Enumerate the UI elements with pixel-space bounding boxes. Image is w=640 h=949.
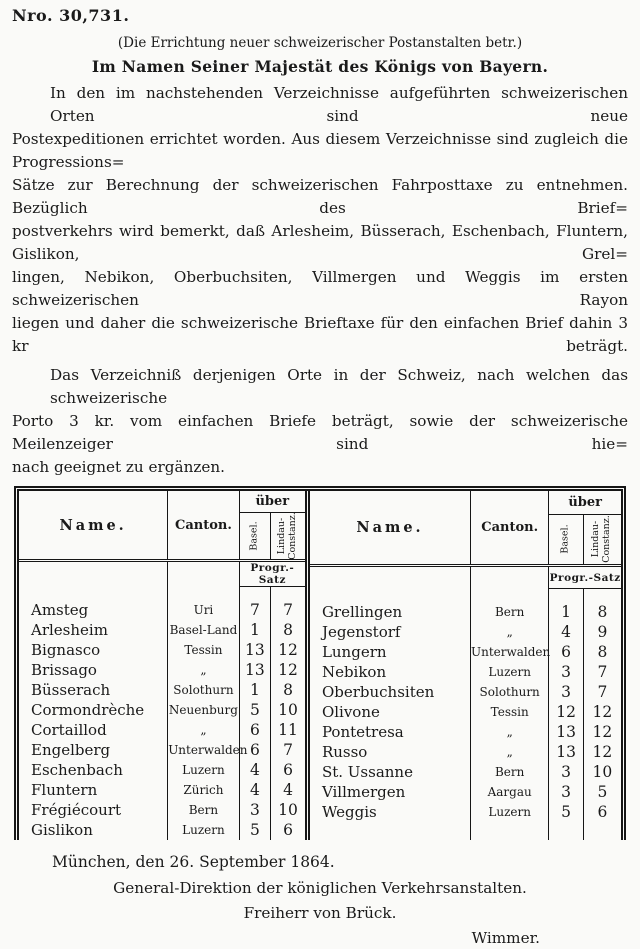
- cell-name: Cormondrèche: [19, 700, 168, 720]
- paragraph-1: [12, 82, 628, 358]
- col-header-lindau-constanz: [583, 514, 621, 566]
- empty-cell: [470, 566, 548, 589]
- cell-lindau: 8: [597, 642, 608, 661]
- table-row: [19, 660, 305, 680]
- cell-basel: 6: [549, 642, 583, 662]
- cell-name: Gislikon: [19, 820, 168, 840]
- col-header-basel: [549, 514, 583, 566]
- table-row: [19, 700, 305, 720]
- cell-canton: Bern: [168, 800, 239, 820]
- cell-basel: 13: [549, 742, 583, 762]
- cell-lindau: 11: [278, 721, 298, 739]
- cell-basel: 13: [549, 722, 583, 742]
- rotated-label-basel: Basel.: [248, 521, 260, 551]
- cell-basel: 13: [239, 640, 270, 660]
- cell-name: Büsserach: [19, 680, 168, 700]
- cell-name: Nebikon: [307, 662, 470, 682]
- cell-name: Brissago: [19, 660, 168, 680]
- cell-basel: 6: [239, 720, 270, 740]
- cell-lindau: 12: [278, 641, 298, 659]
- cell-name: Eschenbach: [19, 760, 168, 780]
- cell-lindau: 6: [597, 802, 608, 821]
- cell-lindau: 12: [278, 661, 298, 679]
- cell-name: Villmergen: [307, 782, 470, 802]
- paragraph-line: liegen und daher die schweizerische Brieftaxe für den einfachen Brief dahin 3 kr beträgt.: [12, 314, 628, 355]
- cell-lindau: 5: [597, 782, 608, 801]
- table-row: [19, 800, 305, 820]
- cell-lindau: 8: [597, 602, 608, 621]
- cell-basel: 3: [549, 662, 583, 682]
- cell-name: St. Ussanne: [307, 762, 470, 782]
- cell-empty: [549, 822, 583, 840]
- col-header-name: Name.: [19, 491, 168, 561]
- rotated-label-basel: Basel.: [559, 524, 571, 555]
- postal-table-left: [19, 491, 305, 840]
- cell-name: Engelberg: [19, 740, 168, 760]
- paragraph-line: In den im nachstehenden Verzeichnisse aufgeführten schweizerischen Orten sind neue: [50, 84, 628, 125]
- table-row: [19, 620, 305, 640]
- empty-cell: [168, 561, 239, 587]
- cell-canton: „: [470, 722, 548, 742]
- cell-canton: „: [168, 720, 239, 740]
- cell-canton: Tessin: [470, 702, 548, 722]
- cell-name: Cortaillod: [19, 720, 168, 740]
- cell-canton: Aargau: [470, 782, 548, 802]
- paragraph-line: Das Verzeichniß derjenigen Orte in der Schweiz, nach welchen das schweizerische: [50, 366, 628, 407]
- cell-name: Frégiécourt: [19, 800, 168, 820]
- cell-basel: 4: [549, 622, 583, 642]
- cell-canton: Tessin: [168, 640, 239, 660]
- cell-basel: 12: [549, 702, 583, 722]
- cell-lindau: 12: [592, 722, 613, 741]
- paragraph-line: Porto 3 kr. vom einfachen Briefe beträgt, sowie der schweizerische Meilenzeiger sind hie=: [12, 412, 628, 453]
- cell-lindau: 9: [597, 622, 608, 641]
- postal-table-right: [305, 491, 621, 840]
- cell-lindau: 4: [283, 781, 293, 799]
- cell-basel: 5: [549, 802, 583, 822]
- cell-name: Russo: [307, 742, 470, 762]
- cell-canton: Solothurn: [470, 682, 548, 702]
- cell-canton: Luzern: [168, 760, 239, 780]
- cell-name: Arlesheim: [19, 620, 168, 640]
- table-row: [307, 588, 621, 622]
- table-row: [307, 722, 621, 742]
- progr-satz-label: Progr.-Satz: [239, 561, 305, 587]
- rotated-label-lindau-constanz: [591, 516, 613, 564]
- cell-canton: Bern: [470, 762, 548, 782]
- cell-empty: [470, 822, 548, 840]
- cell-basel: 1: [239, 680, 270, 700]
- cell-lindau: 7: [597, 682, 608, 701]
- cell-canton: Solothurn: [168, 680, 239, 700]
- paragraph-line: lingen, Nebikon, Oberbuchsiten, Villmergen und Weggis im ersten schweizerischen Rayon: [12, 268, 628, 309]
- cell-name: Pontetresa: [307, 722, 470, 742]
- cell-basel: 3: [549, 682, 583, 702]
- signature-name: Freiherr von Brück.: [243, 904, 397, 922]
- countersignature-name: Wimmer.: [471, 929, 540, 947]
- table-row: [307, 742, 621, 762]
- col-header-basel: [239, 513, 270, 561]
- cell-name: Grellingen: [307, 588, 470, 622]
- cell-lindau: 12: [592, 742, 613, 761]
- paragraph-line: nach geeignet zu ergänzen.: [12, 458, 225, 476]
- cell-lindau: 12: [592, 702, 613, 721]
- cell-name: Lungern: [307, 642, 470, 662]
- progr-satz-label: Progr.-Satz: [549, 566, 621, 589]
- cell-basel: 3: [239, 800, 270, 820]
- paragraph-line: postverkehrs wird bemerkt, daß Arlesheim, Büsserach, Eschenbach, Fluntern, Gislikon, Grel=: [12, 222, 628, 263]
- empty-cell: [307, 566, 470, 589]
- cell-name: Bignasco: [19, 640, 168, 660]
- cell-basel: 1: [239, 620, 270, 640]
- document-number: Nro. 30,731.: [12, 6, 130, 25]
- label-line: Constanz.: [601, 515, 613, 564]
- paragraph-line: Postexpeditionen errichtet worden. Aus diesem Verzeichnisse sind zugleich die Progressions=: [12, 130, 628, 171]
- table-row: [19, 680, 305, 700]
- cell-lindau: 7: [283, 601, 293, 619]
- cell-canton: Luzern: [470, 802, 548, 822]
- table-row: [19, 740, 305, 760]
- cell-canton: „: [470, 742, 548, 762]
- table-row: [19, 780, 305, 800]
- cell-lindau: 6: [283, 821, 293, 839]
- cell-canton: „: [168, 660, 239, 680]
- table-header-right: [307, 491, 621, 588]
- cell-basel: 4: [239, 780, 270, 800]
- cell-basel: 5: [239, 700, 270, 720]
- cell-basel: 5: [239, 820, 270, 840]
- cell-basel: 3: [549, 762, 583, 782]
- cell-lindau: 7: [283, 741, 293, 759]
- cell-canton: Bern: [470, 588, 548, 622]
- table-row: [19, 820, 305, 840]
- table-row: [307, 622, 621, 642]
- cell-lindau: 10: [278, 801, 298, 819]
- postal-stations-table: [14, 486, 626, 840]
- cell-lindau: 7: [597, 662, 608, 681]
- dateline: München, den 26. September 1864.: [52, 853, 335, 871]
- table-row: [307, 702, 621, 722]
- cell-empty: [583, 822, 621, 840]
- cell-name: Amsteg: [19, 587, 168, 621]
- cell-canton: Zürich: [168, 780, 239, 800]
- cell-canton: Luzern: [470, 662, 548, 682]
- table-row: [307, 782, 621, 802]
- cell-basel: 7: [239, 587, 270, 621]
- cell-lindau: 6: [283, 761, 293, 779]
- rotated-label-lindau-constanz: [277, 512, 299, 560]
- table-row: [307, 662, 621, 682]
- table-row: [19, 760, 305, 780]
- cell-canton: Uri: [168, 587, 239, 621]
- cell-lindau: 10: [278, 701, 298, 719]
- subject-line: (Die Errichtung neuer schweizerischer Postanstalten betr.): [117, 35, 523, 51]
- cell-lindau: 10: [592, 762, 613, 781]
- cell-lindau: 8: [283, 621, 293, 639]
- issuing-authority: General-Direktion der königlichen Verkehrsanstalten.: [113, 879, 527, 897]
- cell-basel: 4: [239, 760, 270, 780]
- table-row: [307, 682, 621, 702]
- col-header-name: Name.: [307, 491, 470, 566]
- cell-name: Fluntern: [19, 780, 168, 800]
- cell-name: Weggis: [307, 802, 470, 822]
- col-header-lindau-constanz: [271, 513, 305, 561]
- col-header-canton: Canton.: [168, 491, 239, 561]
- cell-lindau: 8: [283, 681, 293, 699]
- table-row: [307, 802, 621, 822]
- cell-basel: 1: [549, 588, 583, 622]
- table-body-right: [307, 588, 621, 840]
- paragraph-line: Sätze zur Berechnung der schweizerischen Fahrposttaxe zu entnehmen. Bezüglich des Brief=: [12, 176, 628, 217]
- cell-canton: Neuenburg: [168, 700, 239, 720]
- table-filler-row: [307, 822, 621, 840]
- label-line: Lindau-: [276, 517, 288, 555]
- table-row: [307, 642, 621, 662]
- empty-cell: [19, 561, 168, 587]
- cell-basel: 6: [239, 740, 270, 760]
- cell-name: Olivone: [307, 702, 470, 722]
- label-line: Constanz.: [287, 512, 299, 560]
- col-header-canton: Canton.: [470, 491, 548, 566]
- table-header-left: [19, 491, 305, 587]
- cell-canton: Unterwalden: [470, 642, 548, 662]
- cell-canton: „: [470, 622, 548, 642]
- label-line: Lindau-: [590, 521, 602, 558]
- paragraph-2: [12, 364, 628, 479]
- table-row: [307, 762, 621, 782]
- table-row: [19, 720, 305, 740]
- col-header-ueber: über: [239, 491, 305, 513]
- cell-canton: Luzern: [168, 820, 239, 840]
- cell-canton: Basel-Land: [168, 620, 239, 640]
- table-body-left: [19, 587, 305, 841]
- cell-name: Oberbuchsiten: [307, 682, 470, 702]
- table-row: [19, 640, 305, 660]
- proclamation-title: Im Namen Seiner Majestät des Königs von Bayern.: [91, 57, 549, 76]
- table-row: [19, 587, 305, 621]
- cell-basel: 3: [549, 782, 583, 802]
- cell-empty: [307, 822, 470, 840]
- col-header-ueber: über: [549, 491, 621, 514]
- cell-basel: 13: [239, 660, 270, 680]
- cell-name: Jegenstorf: [307, 622, 470, 642]
- cell-canton: Unterwalden: [168, 740, 239, 760]
